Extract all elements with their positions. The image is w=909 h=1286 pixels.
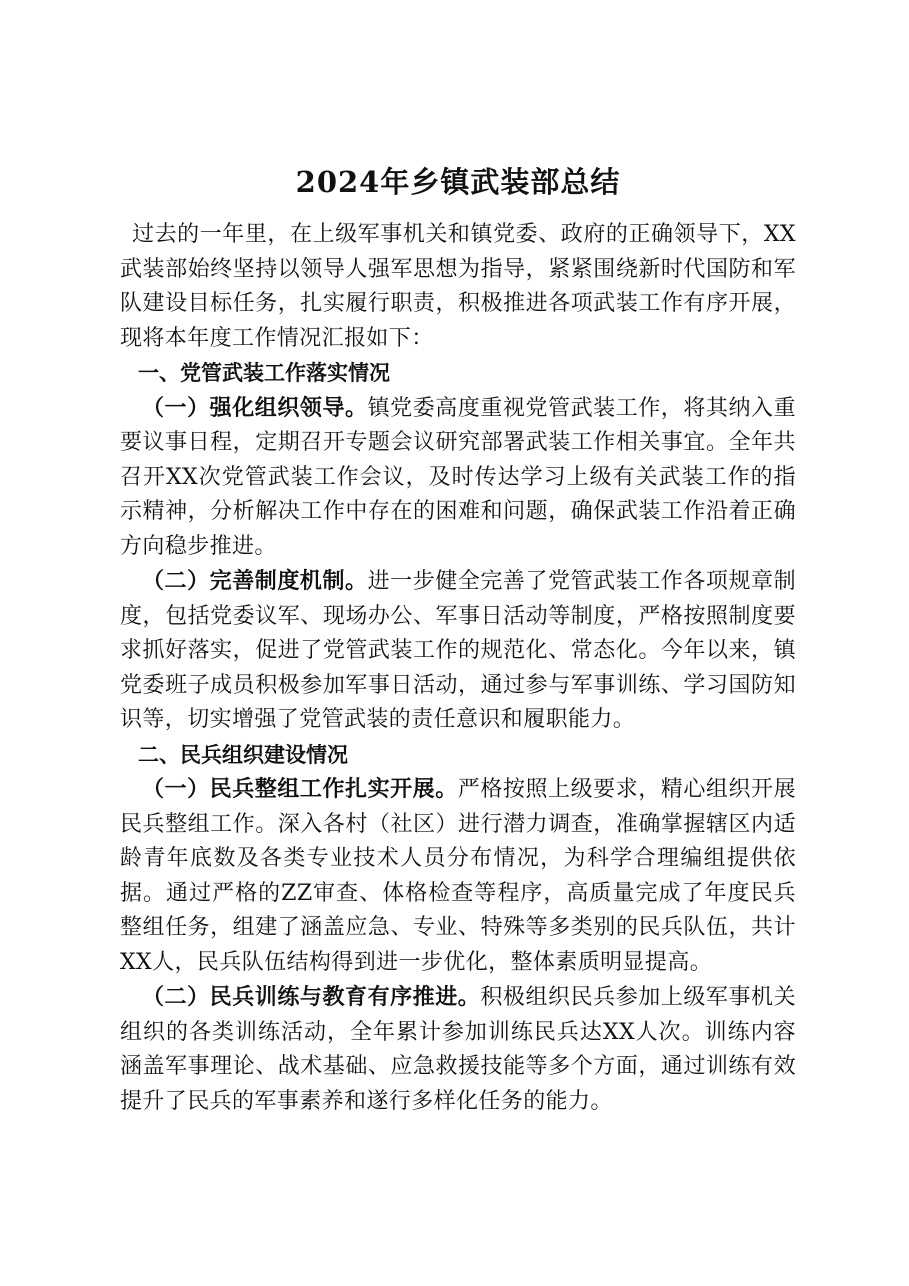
- document-page: [120, 160, 796, 1119]
- item-lead: （一）民兵整组工作扎实开展。: [142, 776, 458, 802]
- item-text: 积极组织民兵参加上级军事机关组织的各类训练活动，全年累计参加训练民兵达XX人次。训练内容涵盖军事理论、战术基础、应急救援技能等多个方面，通过训练有效提升了民兵的军事素养和遂行多样化任务的能力。: [120, 985, 796, 1114]
- section-2-item-1: [120, 772, 796, 980]
- intro-paragraph: 过去的一年里，在上级军事机关和镇党委、政府的正确领导下，XX武装部始终坚持以领导人强军思想为指导，紧紧围绕新时代国防和军队建设目标任务，扎实履行职责，积极推进各项武装工作有序开展，现将本年度工作情况汇报如下：: [120, 222, 796, 351]
- section-heading-2: 二、民兵组织建设情况: [138, 742, 348, 767]
- section-1-item-1: [120, 391, 796, 565]
- item-text: 严格按照上级要求，精心组织开展民兵整组工作。深入各村（社区）进行潜力调查，准确掌握辖区内适龄青年底数及各类专业技术人员分布情况，为科学合理编组提供依据。通过严格的ZZ审查、体格检查等程序，高质量完成了年度民兵整组任务，组建了涵盖应急、专业、特殊等多类别的民兵队伍，共计XX人，民兵队伍结构得到进一步优化，整体素质明显提高。: [120, 777, 796, 975]
- item-text: 镇党委高度重视党管武装工作，将其纳入重要议事日程，定期召开专题会议研究部署武装工作相关事宜。全年共召开XX次党管武装工作会议，及时传达学习上级有关武装工作的指示精神，分析解决工作中存在的困难和问题，确保武装工作沿着正确方向稳步推进。: [120, 395, 796, 559]
- item-text: 进一步健全完善了党管武装工作各项规章制度，包括党委议军、现场办公、军事日活动等制度，严格按照制度要求抓好落实，促进了党管武装工作的规范化、常态化。今年以来，镇党委班子成员积极参加军事日活动，通过参与军事训练、学习国防知识等，切实增强了党管武装的责任意识和履职能力。: [120, 569, 796, 732]
- section-2-item-2: [120, 980, 796, 1119]
- item-lead: （二）民兵训练与教育有序推进。: [142, 984, 481, 1010]
- section-1-item-2: [120, 564, 796, 738]
- document-title: 2024年乡镇武装部总结: [295, 165, 621, 199]
- item-lead: （二）完善制度机制。: [142, 568, 368, 594]
- section-heading-1: 一、党管武装工作落实情况: [138, 361, 390, 385]
- item-lead: （一）强化组织领导。: [142, 394, 368, 421]
